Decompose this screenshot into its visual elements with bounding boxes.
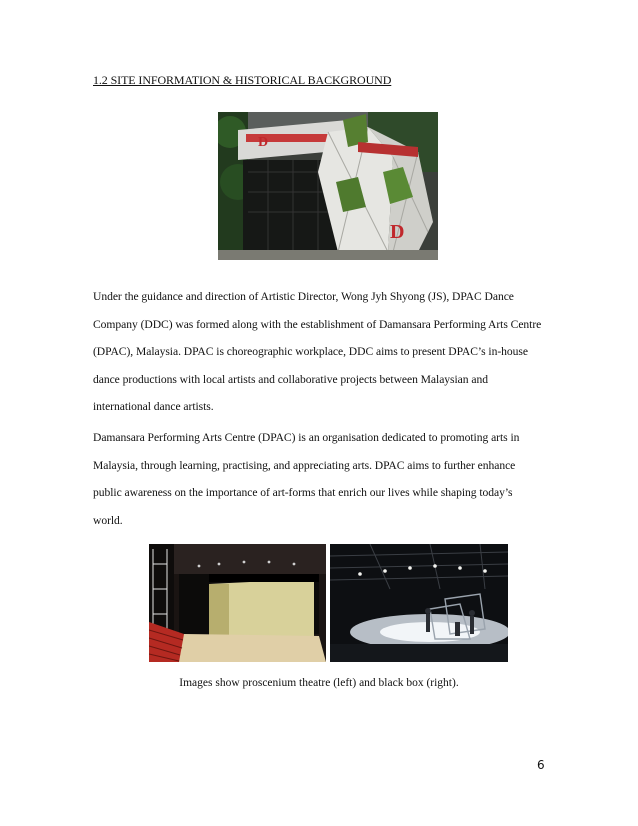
proscenium-theatre-photo bbox=[149, 544, 326, 662]
building-sign-1: D bbox=[258, 135, 269, 150]
image-caption: Images show proscenium theatre (left) and black box (right). bbox=[179, 677, 459, 689]
black-box-photo bbox=[330, 544, 508, 662]
building-sign-2: D bbox=[390, 221, 405, 243]
paragraph-ddc: Under the guidance and direction of Artistic Director, Wong Jyh Shyong (JS), DPAC Dance Company (DDC) was formed along with the establishment of Damansara Performing Arts Centre (DPAC), Malaysia. DPAC is choreographic workplace, DDC aims to present DPAC’s in-house dance productions with local artists and collaborative projects between Malaysian and international dance artists. bbox=[93, 290, 542, 413]
page-number: 6 bbox=[537, 758, 545, 772]
paragraph-dpac: Damansara Performing Arts Centre (DPAC) is an organisation dedicated to promoting arts in Malaysia, through learning, practising, and appreciating arts. DPAC aims to further enhance public awareness on the importance of art-forms that enrich our lives while shaping today’s world. bbox=[93, 431, 520, 527]
section-heading: 1.2 SITE INFORMATION & HISTORICAL BACKGROUND bbox=[93, 73, 392, 87]
building-photo bbox=[218, 112, 438, 260]
